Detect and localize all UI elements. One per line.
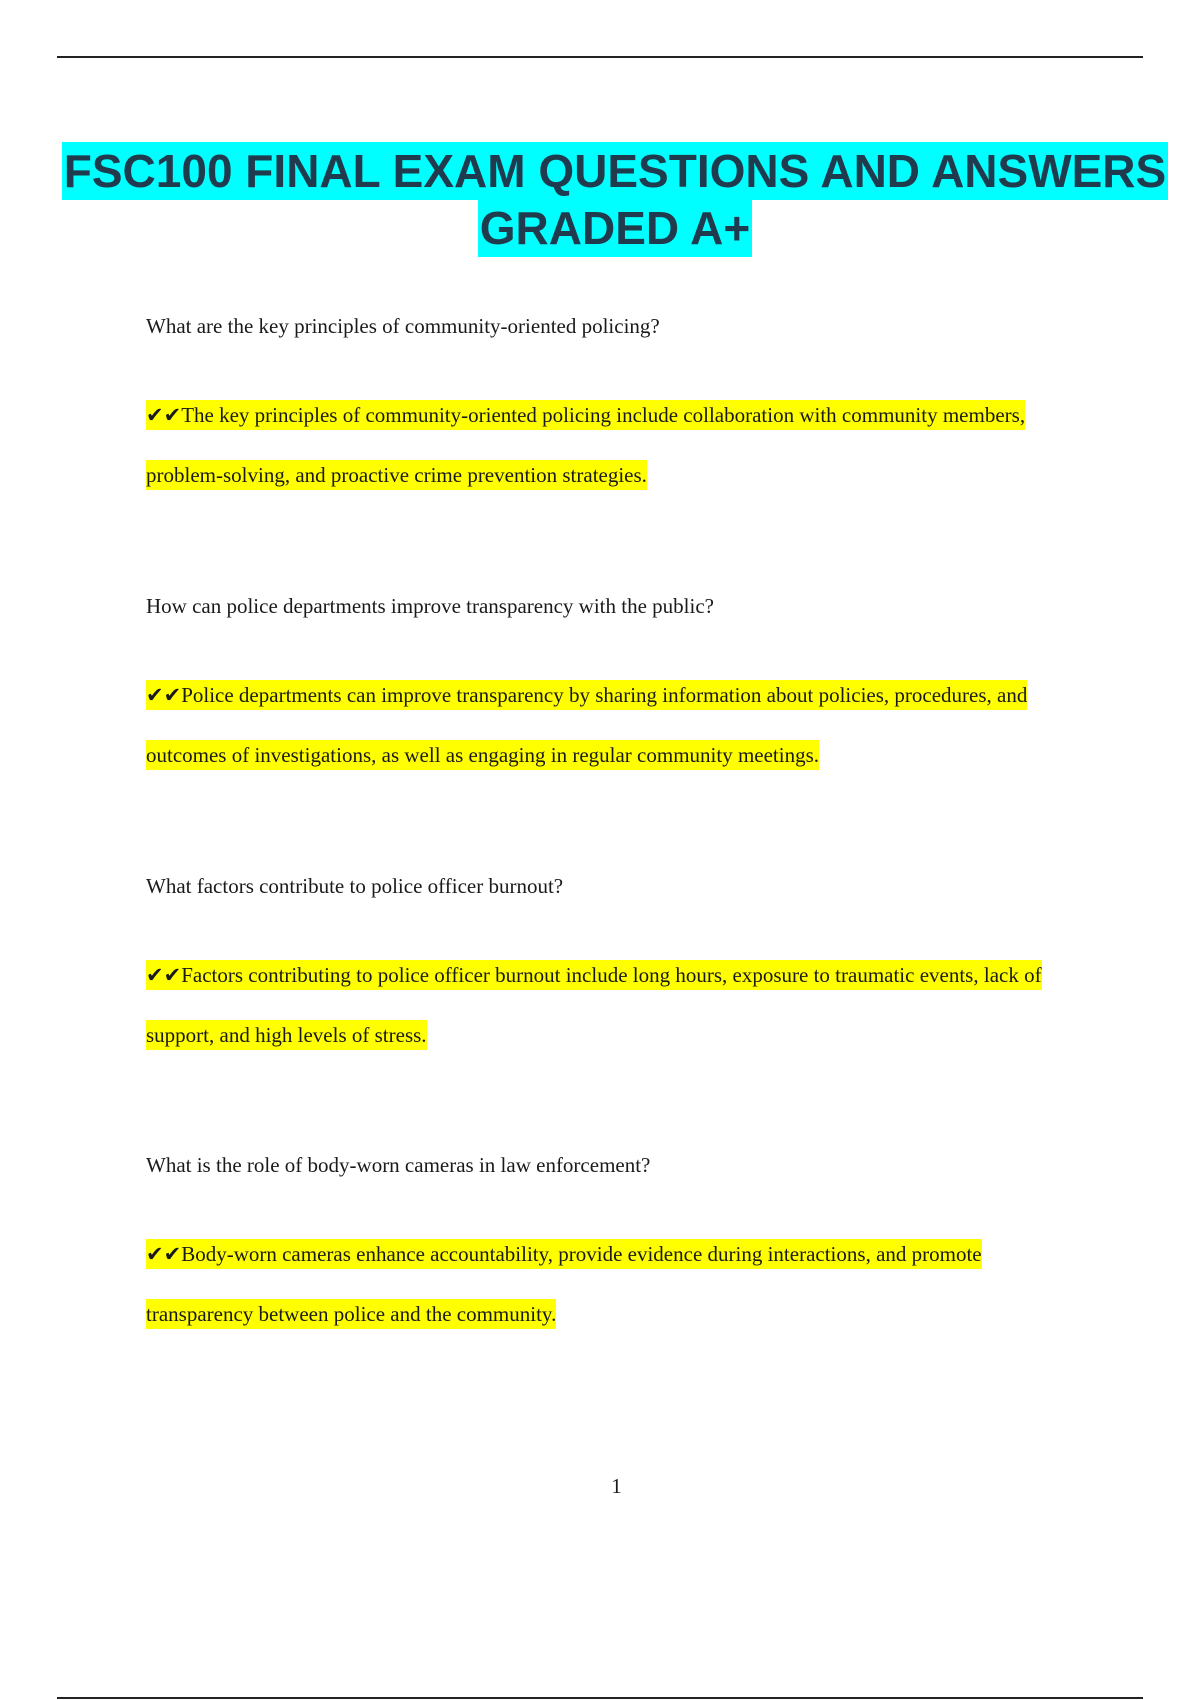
answer-3 <box>146 945 1086 1065</box>
document-title <box>60 143 1170 257</box>
qa-item-4 <box>146 1152 1086 1344</box>
document-title-text: FSC100 FINAL EXAM QUESTIONS AND ANSWERS GRADED A+ <box>62 142 1168 257</box>
answer-1-text: ✔✔The key principles of community-oriented policing include collaboration with community members, problem-solving, and proactive crime prevention strategies. <box>146 400 1025 490</box>
question-1: What are the key principles of community-oriented policing? <box>146 314 660 338</box>
qa-item-2 <box>146 593 1086 785</box>
answer-1 <box>146 385 1086 505</box>
header-rule <box>57 56 1143 58</box>
answer-4-text: ✔✔Body-worn cameras enhance accountability, provide evidence during interactions, and promote transparency between police and the community. <box>146 1239 982 1329</box>
qa-item-1 <box>146 313 1086 505</box>
page-number: 1 <box>611 1474 622 1498</box>
question-4: What is the role of body-worn cameras in law enforcement? <box>146 1153 651 1177</box>
qa-item-3 <box>146 873 1086 1065</box>
answer-4 <box>146 1224 1086 1344</box>
answer-2-text: ✔✔Police departments can improve transparency by sharing information about policies, procedures, and outcomes of investigations, as well as engaging in regular community meetings. <box>146 680 1027 770</box>
answer-3-text: ✔✔Factors contributing to police officer burnout include long hours, exposure to traumatic events, lack of support, and high levels of stress. <box>146 960 1042 1050</box>
question-3: What factors contribute to police officer burnout? <box>146 874 564 898</box>
footer-rule <box>57 1697 1143 1699</box>
question-2: How can police departments improve transparency with the public? <box>146 594 714 618</box>
answer-2 <box>146 665 1086 785</box>
